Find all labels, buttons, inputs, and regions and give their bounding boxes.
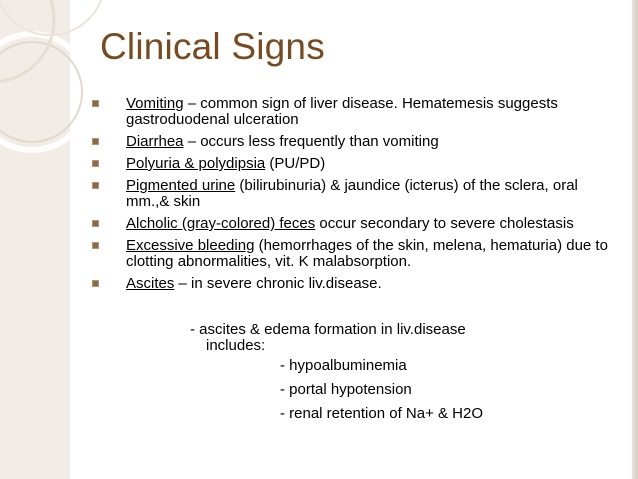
bullet-term: Polyuria & polydipsia bbox=[126, 155, 266, 172]
bullet-term: Pigmented urine bbox=[126, 177, 236, 194]
bullet-term: Diarrhea bbox=[126, 133, 184, 150]
ascites-cause-item: - hypoalbuminemia bbox=[280, 357, 407, 374]
bullet-term: Alcholic (gray-colored) feces bbox=[126, 215, 316, 232]
bullet-text: – occurs less frequently than vomiting bbox=[183, 133, 439, 150]
square-bullet-icon bbox=[92, 100, 99, 107]
right-edge-shadow bbox=[632, 0, 638, 479]
square-bullet-icon bbox=[92, 138, 99, 145]
slide-title: Clinical Signs bbox=[100, 26, 325, 67]
bullet-item-pigmented-urine bbox=[90, 178, 620, 210]
ascites-detail-line: - ascites & edema formation in liv.disease bbox=[190, 321, 466, 338]
square-bullet-icon bbox=[92, 182, 99, 189]
bullet-text: (PU/PD) bbox=[265, 155, 326, 172]
square-bullet-icon bbox=[92, 280, 99, 287]
bullet-text: (hemorrhages of the skin, melena, hematuria) due to clotting abnormalities, vit. K malabsorption. bbox=[126, 237, 608, 270]
bullet-list bbox=[90, 96, 620, 298]
bullet-item-feces bbox=[90, 216, 620, 232]
bullet-item-ascites bbox=[90, 276, 620, 292]
bullet-text: (bilirubinuria) & jaundice (icterus) of the sclera, oral mm.,& skin bbox=[126, 177, 578, 210]
ascites-cause-item: - portal hypotension bbox=[280, 381, 412, 398]
bullet-term: Vomiting bbox=[126, 95, 184, 112]
square-bullet-icon bbox=[92, 220, 99, 227]
square-bullet-icon bbox=[92, 160, 99, 167]
ascites-cause-item: - renal retention of Na+ & H2O bbox=[280, 405, 484, 422]
bullet-text: – in severe chronic liv.disease. bbox=[174, 275, 382, 292]
bullet-text: – common sign of liver disease. Hematemesis suggests gastroduodenal ulceration bbox=[126, 95, 558, 128]
bullet-item-bleeding bbox=[90, 238, 620, 270]
bullet-item-diarrhea bbox=[90, 134, 620, 150]
bullet-term: Ascites bbox=[126, 275, 175, 292]
bullet-item-vomiting bbox=[90, 96, 620, 128]
bullet-term: Excessive bleeding bbox=[126, 237, 255, 254]
bullet-item-polyuria bbox=[90, 156, 620, 172]
ascites-detail-includes: includes: bbox=[206, 337, 266, 354]
square-bullet-icon bbox=[92, 242, 99, 249]
bullet-text: occur secondary to severe cholestasis bbox=[315, 215, 574, 232]
